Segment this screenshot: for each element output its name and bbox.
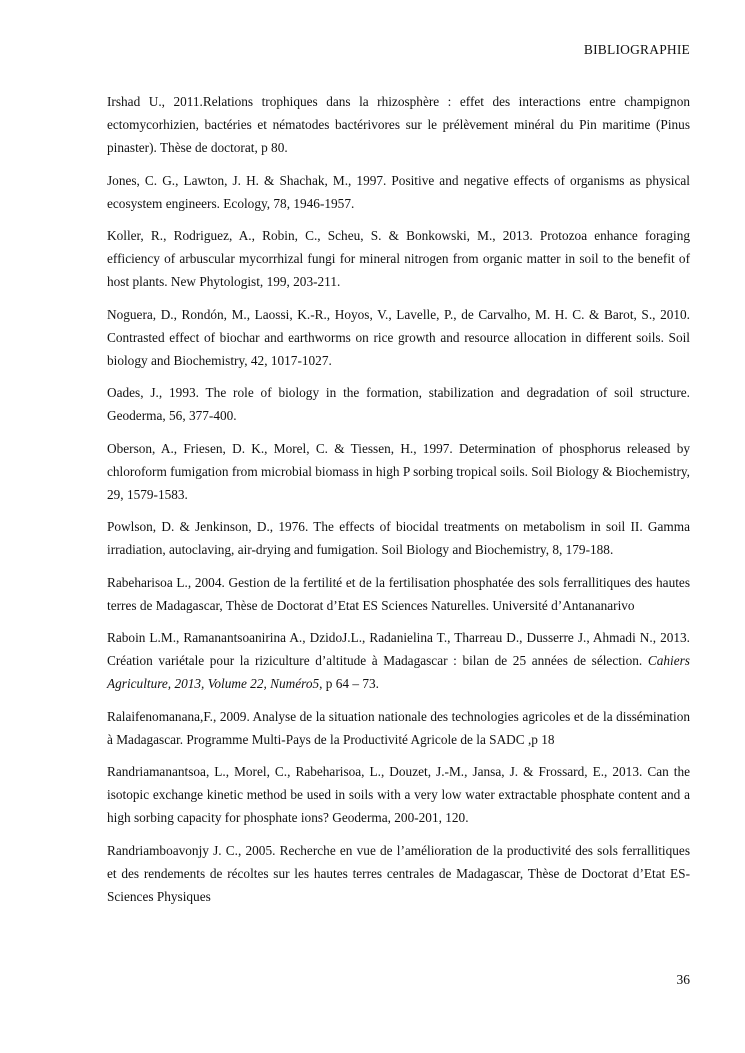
running-header: BIBLIOGRAPHIE xyxy=(583,42,690,57)
reference-raboin-2013 xyxy=(107,626,690,696)
reference-raboin-tail: , p 64 – 73. xyxy=(319,676,379,692)
reference-noguera-2010: Noguera, D., Rondón, M., Laossi, K.-R., Hoyos, V., Lavelle, P., de Carvalho, M. H. C. & Barot, S., 2010. Contrasted effect of biochar and earthworms on rice growth and resource allocation in different soils. Soil biology and Biochemistry, 42, 1017-1027. xyxy=(107,306,690,369)
reference-jones-1997: Jones, C. G., Lawton, J. H. & Shachak, M., 1997. Positive and negative effects of organisms as physical ecosystem engineers. Ecology, 78, 1946-1957. xyxy=(107,172,690,211)
reference-raboin-text: Raboin L.M., Ramanantsoanirina A., DzidoJ.L., Radanielina T., Tharreau D., Dusserre J., Ahmadi N., 2013. Création variétale pour la riziculture d’altitude à Madagascar : bilan de 25 années de sélection. xyxy=(107,630,690,669)
reference-randriamboavonjy-2005: Randriamboavonjy J. C., 2005. Recherche en vue de l’amélioration de la productivité des sols ferrallitiques et des rendements de récoltes sur les hautes terres centrales de Madagascar, Thèse de Doctorat d’Etat ES-Sciences Physiques xyxy=(107,842,690,905)
reference-list xyxy=(107,90,690,917)
reference-irshad-2011: Irshad U., 2011.Relations trophiques dans la rhizosphère : effet des interactions entre champignon ectomycorhizien, bactéries et nématodes bactérivores sur le prélèvement minéral du Pin maritime (Pinus pinaster). Thèse de doctorat, p 80. xyxy=(107,94,690,156)
reference-oades-1993: Oades, J., 1993. The role of biology in the formation, stabilization and degradation of soil structure. Geoderma, 56, 377-400. xyxy=(107,385,690,424)
page-number: 36 xyxy=(676,972,690,987)
reference-randriamanantsoa-2013: Randriamanantsoa, L., Morel, C., Rabeharisoa, L., Douzet, J.-M., Jansa, J. & Frossard, E., 2013. Can the isotopic exchange kinetic method be used in soils with a very low water extractable phosphate content and a high sorbing capacity for phosphate ions? Geoderma, 200-201, 120. xyxy=(107,764,690,826)
reference-raboin-journal: Cahiers Agriculture, 2013, Volume 22, Numéro5 xyxy=(107,653,690,692)
reference-powlson-1976: Powlson, D. & Jenkinson, D., 1976. The effects of biocidal treatments on metabolism in soil II. Gamma irradiation, autoclaving, air-drying and fumigation. Soil Biology and Biochemistry, 8, 179-188. xyxy=(107,519,690,558)
reference-koller-2013: Koller, R., Rodriguez, A., Robin, C., Scheu, S. & Bonkowski, M., 2013. Protozoa enhance foraging efficiency of arbuscular mycorrhizal fungi for mineral nitrogen from organic matter in soil to the benefit of host plants. New Phytologist, 199, 203-211. xyxy=(107,228,690,290)
reference-oberson-1997: Oberson, A., Friesen, D. K., Morel, C. & Tiessen, H., 1997. Determination of phosphorus released by chloroform fumigation from microbial biomass in high P sorbing tropical soils. Soil Biology & Biochemistry, 29, 1579-1583. xyxy=(107,440,690,503)
reference-rabeharisoa-2004: Rabeharisoa L., 2004. Gestion de la fertilité et de la fertilisation phosphatée des sols ferrallitiques des hautes terres de Madagascar, Thèse de Doctorat d’Etat ES Sciences Naturelles. Université d’Antananarivo xyxy=(107,574,690,613)
reference-ralaifenomanana-2009: Ralaifenomanana,F., 2009. Analyse de la situation nationale des technologies agricoles et de la dissémination à Madagascar. Programme Multi-Pays de la Productivité Agricole de la SADC ,p 18 xyxy=(107,708,690,747)
